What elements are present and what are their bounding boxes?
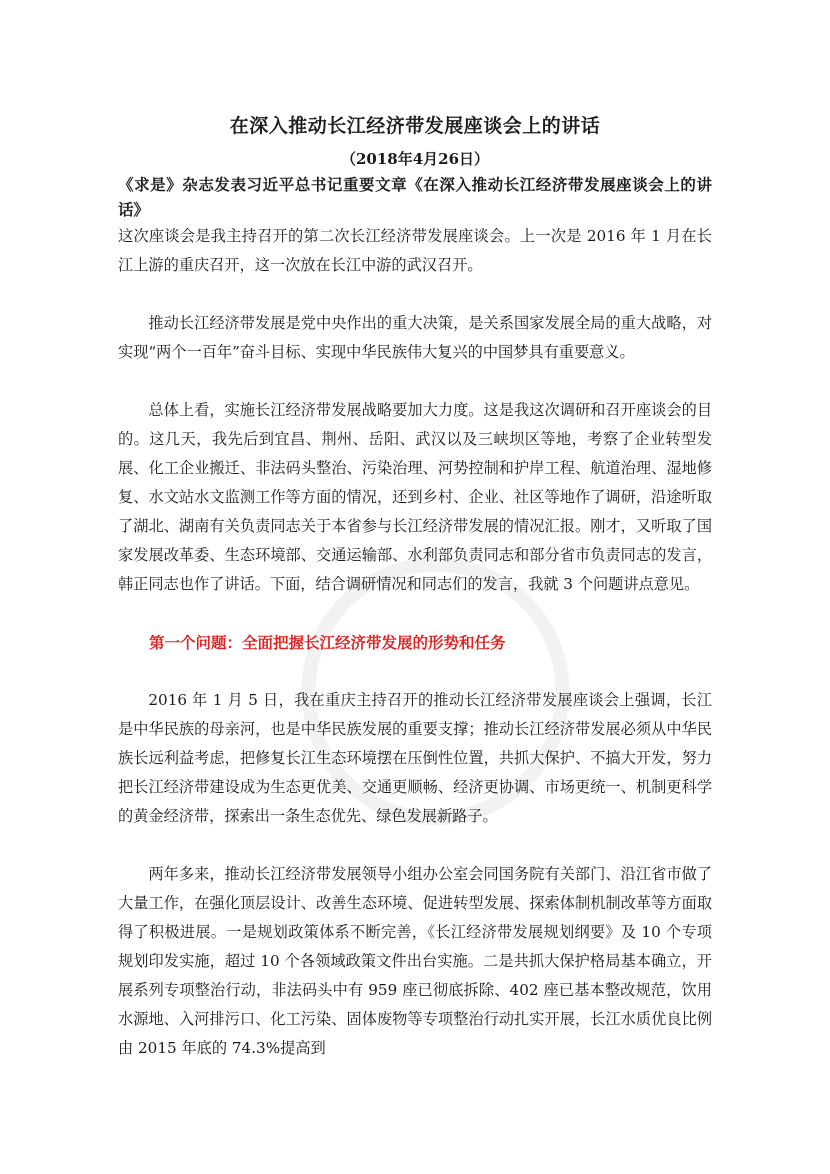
paragraph-1: 这次座谈会是我主持召开的第二次长江经济带发展座谈会。上一次是 2016 年 1 月在长江上游的重庆召开，这一次放在长江中游的武汉召开。	[118, 227, 712, 274]
paragraph-gap	[118, 831, 712, 860]
paragraph-3: 总体上看，实施长江经济带发展战略要加大力度。这是我这次调研和召开座谈会的目的。这几天，我先后到宜昌、荆州、岳阳、武汉以及三峡坝区等地，考察了企业转型发展、化工企业搬迁、非法码头整治、污染治理、河势控制和护岸工程、航道治理、湿地修复、水文站水文监测工作等方面的情况，还到乡村、企业、社区等地作了调研，沿途听取了湖北、湖南有关负责同志关于本省参与长江经济带发展的情况汇报。刚才，又听取了国家发展改革委、生态环境部、交通运输部、水利部负责同志和部分省市负责同志的发言，韩正同志也作了讲话。下面，结合调研情况和同志们的发言，我就 3 个问题讲点意见。	[118, 401, 712, 593]
section-paragraph-2: 两年多来，推动长江经济带发展领导小组办公室会同国务院有关部门、沿江省市做了大量工作，在强化顶层设计、改善生态环境、促进转型发展、探索体制机制改革等方面取得了积极进展。一是规划政策体系不断完善，《长江经济带发展规划纲要》及 10 个专项规划印发实施，超过 10 个各领域政策文件出台实施。二是共抓大保护格局基本确立，开展系列专项整治行动，非法码头中有 959 座已彻底拆除、402 座已基本整改规范，饮用水源地、入河排污口、化工污染、固体废物等专项整治行动扎实开展，长江水质优良比例由 2015 年底的 74.3%提高到	[118, 865, 712, 1057]
document-title: 在深入推动长江经济带发展座谈会上的讲话	[229, 115, 601, 137]
section-heading-1: 第一个问题：全面把握长江经济带发展的形势和任务	[149, 633, 506, 652]
paragraph-gap	[118, 657, 712, 686]
source-note: 《求是》杂志发表习近平总书记重要文章《在深入推动长江经济带发展座谈会上的讲话》	[118, 175, 712, 219]
paragraph-gap	[118, 280, 712, 309]
paragraph-gap	[118, 599, 712, 628]
speech-date: （2018年4月26日）	[340, 150, 490, 168]
section-paragraph-1: 2016 年 1 月 5 日，我在重庆主持召开的推动长江经济带发展座谈会上强调，长江是中华民族的母亲河，也是中华民族发展的重要支撑；推动长江经济带发展必须从中华民族长远利益考虑，把修复长江生态环境摆在压倒性位置，共抓大保护、不搞大开发，努力把长江经济带建设成为生态更优美、交通更顺畅、经济更协调、市场更统一、机制更科学的黄金经济带，探索出一条生态优先、绿色发展新路子。	[118, 691, 712, 825]
document-body	[118, 112, 712, 1063]
paragraph-gap	[118, 367, 712, 396]
paragraph-2: 推动长江经济带发展是党中央作出的重大决策，是关系国家发展全局的重大战略，对实现“两个一百年”奋斗目标、实现中华民族伟大复兴的中国梦具有重要意义。	[118, 314, 712, 361]
